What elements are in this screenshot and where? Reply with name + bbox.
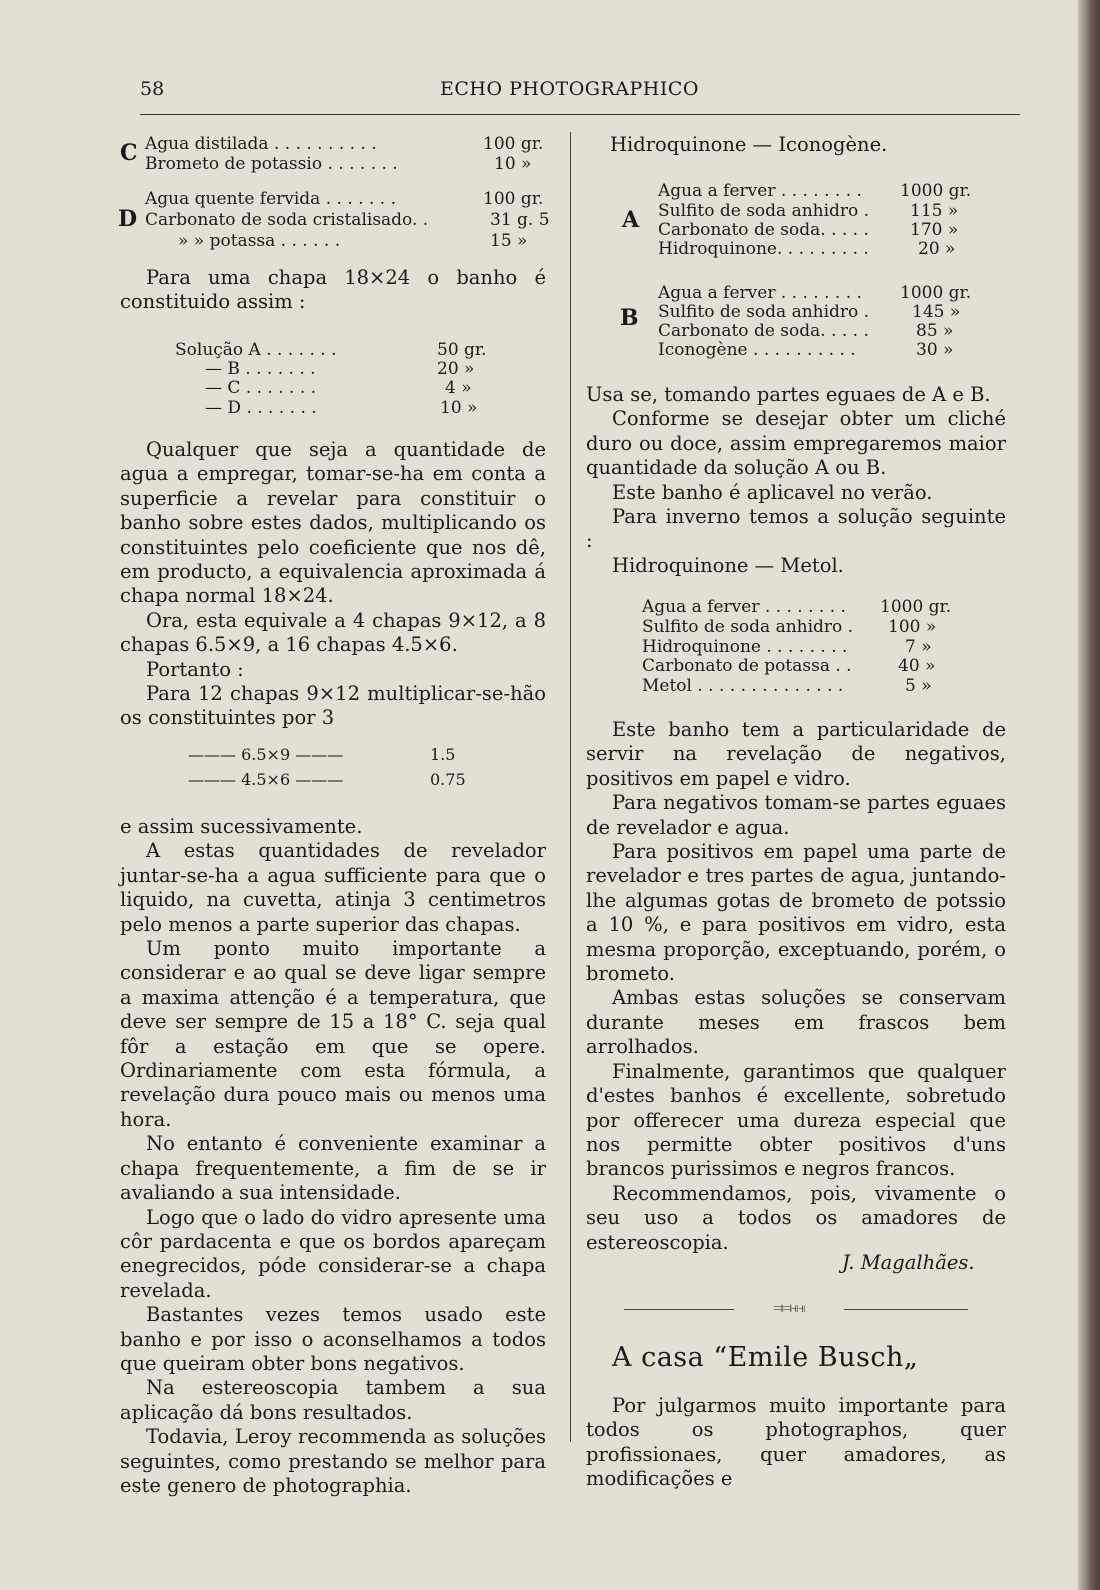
formula-letter: C bbox=[120, 140, 138, 166]
formula-qty: 15 » bbox=[490, 231, 528, 251]
formula-item: Carbonato de potassa . . bbox=[642, 656, 852, 676]
formula-item: Sulfito de soda anhidro . bbox=[642, 617, 854, 637]
formula-qty: 7 » bbox=[905, 637, 932, 657]
multiplier-factor: 0.75 bbox=[430, 770, 466, 789]
page-number: 58 bbox=[140, 78, 165, 100]
formula-qty: 100 gr. bbox=[483, 134, 544, 154]
formula-letter: D bbox=[118, 206, 138, 232]
section-heading: Hidroquinone — Iconogène. bbox=[610, 133, 888, 156]
solution-qty: 50 gr. bbox=[437, 340, 487, 360]
formula-qty: 100 gr. bbox=[483, 189, 544, 209]
formula-item: Sulfito de soda anhidro . bbox=[658, 201, 870, 221]
solution-label: — C . . . . . . . bbox=[205, 378, 317, 398]
formula-qty: 5 » bbox=[905, 676, 932, 696]
formula-qty: 1000 gr. bbox=[900, 181, 972, 201]
formula-qty: 31 g. 5 bbox=[490, 210, 550, 230]
paragraph: Recommendamos, pois, vivamente o seu uso a todos os amadores de estereoscopia. bbox=[586, 1181, 1006, 1254]
formula-item: Carbonato de soda cristalisado. . bbox=[145, 210, 429, 230]
formula-item: Brometo de potassio . . . . . . . bbox=[145, 154, 398, 174]
paragraph: Finalmente, garantimos que qualquer d'estes banhos é excellente, sobretudo por offerecer uma dureza especial que nos permitte obter positivos d'uns brancos purissimos e negros francos. bbox=[586, 1059, 1006, 1181]
paragraph: Ora, esta equivale a 4 chapas 9×12, a 8 chapas 6.5×9, a 16 chapas 4.5×6. bbox=[120, 608, 546, 657]
formula-item: Agua a ferver . . . . . . . . bbox=[642, 597, 846, 617]
formula-letter: B bbox=[620, 305, 639, 331]
paragraph: Para uma chapa 18×24 o banho é constituido assim : bbox=[120, 266, 546, 314]
formula-item: Agua quente fervida . . . . . . . bbox=[145, 189, 396, 209]
right-body-2 bbox=[586, 718, 1006, 1255]
formula-qty: 1000 gr. bbox=[900, 283, 972, 303]
formula-item: Sulfito de soda anhidro . bbox=[658, 302, 870, 322]
ornament-glyphs: ⫤⫤⫣⫣ bbox=[734, 1303, 844, 1315]
paragraph: Para positivos em papel uma parte de revelador e tres partes de agua, juntando-lhe algumas gotas de brometo de potssio a 10 %, e para positivos em vidro, esta mesma proporção, exceptuando, porém, o brometo. bbox=[586, 840, 1006, 986]
paragraph: Para negativos tomam-se partes eguaes de revelador e agua. bbox=[586, 791, 1006, 839]
formula-item: » » potassa . . . . . . bbox=[178, 231, 341, 251]
paragraph: Na estereoscopia tambem a sua aplicação dá bons resultados. bbox=[120, 1376, 546, 1424]
formula-item: Metol . . . . . . . . . . . . . . bbox=[642, 676, 844, 696]
formula-qty: 170 » bbox=[910, 220, 959, 240]
formula-item: Hidroquinone. . . . . . . . . bbox=[658, 239, 869, 259]
formula-item: Agua distilada . . . . . . . . . . bbox=[145, 134, 377, 154]
formula-row bbox=[145, 134, 377, 154]
paragraph: Um ponto muito importante a considerar e ao qual se deve ligar sempre a maxima attenção é a temperatura, que deve ser sempre de 15 a 18° C. seja qual fôr a estação em que se opere. Ordinariamente com esta fórmula, a revelação dura pouco mais ou menos uma hora. bbox=[120, 937, 546, 1131]
formula-qty: 1000 gr. bbox=[880, 597, 952, 617]
multiplier-factor: 1.5 bbox=[430, 745, 456, 764]
paragraph: Todavia, Leroy recommenda as soluções seguintes, como prestando se melhor para este genero de photographia. bbox=[120, 1425, 546, 1497]
formula-item: Carbonato de soda. . . . . bbox=[658, 321, 869, 341]
formula-letter: A bbox=[622, 207, 640, 233]
solution-label: — B . . . . . . . bbox=[205, 359, 316, 379]
paragraph: Conforme se desejar obter um cliché duro ou doce, assim empregaremos maior quantidade da solução A ou B. bbox=[586, 407, 1006, 480]
paragraph: Portanto : bbox=[146, 657, 244, 681]
solution-qty: 10 » bbox=[440, 398, 478, 418]
formula-qty: 30 » bbox=[916, 340, 954, 360]
solution-qty: 20 » bbox=[437, 359, 475, 379]
paragraph: e assim sucessivamente. bbox=[120, 815, 363, 838]
formula-item: Hidroquinone . . . . . . . . bbox=[642, 637, 848, 657]
right-body-1 bbox=[586, 383, 1006, 578]
paragraph: A estas quantidades de revelador juntar-se-ha a agua sufficiente para que o liquido, na cuvetta, atinja 3 centimetros pelo menos a parte superior das chapas. bbox=[120, 839, 546, 936]
paragraph: Por julgarmos muito importante para todos os photographos, quer profissionaes, quer amadores, as modificações e bbox=[586, 1394, 1006, 1491]
formula-item: Iconogène . . . . . . . . . . bbox=[658, 340, 856, 360]
paragraph: Ambas estas soluções se conservam durante meses em frascos bem arrolhados. bbox=[586, 986, 1006, 1059]
left-body-2 bbox=[120, 815, 546, 1498]
header-rule bbox=[140, 114, 1020, 115]
formula-item: Carbonato de soda. . . . . bbox=[658, 220, 869, 240]
formula-item: Agua a ferver . . . . . . . . bbox=[658, 181, 862, 201]
formula-item: Agua a ferver . . . . . . . . bbox=[658, 283, 862, 303]
solution-label: — D . . . . . . . bbox=[205, 398, 317, 418]
formula-qty: 145 » bbox=[912, 302, 961, 322]
article-body bbox=[586, 1394, 1006, 1492]
formula-qty: 115 » bbox=[910, 201, 959, 221]
page-edge-shadow bbox=[1078, 0, 1100, 1590]
article-title: A casa “Emile Busch„ bbox=[612, 1342, 919, 1373]
author-signature: J. Magalhães. bbox=[842, 1251, 975, 1274]
left-body-1 bbox=[120, 438, 546, 731]
multiplier-size: ——— 6.5×9 ——— bbox=[188, 745, 344, 764]
formula-qty: 20 » bbox=[918, 239, 956, 259]
paragraph: Bastantes vezes temos usado este banho e por isso o aconselhamos a todos que queiram obter bons negativos. bbox=[120, 1303, 546, 1375]
paragraph: No entanto é conveniente examinar a chapa frequentemente, a fim de se ir avaliando a sua intensidade. bbox=[120, 1132, 546, 1205]
left-intro bbox=[120, 266, 546, 315]
paragraph: Qualquer que seja a quantidade de agua a empregar, tomar-se-ha em conta a superficie a revelar para constituir o banho sobre estes dados, multiplicando os constituintes pelo coeficiente que nos dê, em producto, a equivalencia aproximada á chapa normal 18×24. bbox=[120, 438, 546, 608]
paragraph: Para 12 chapas 9×12 multiplicar-se-hão os constituintes por 3 bbox=[120, 682, 546, 730]
formula-qty: 85 » bbox=[916, 321, 954, 341]
paragraph: Para inverno temos a solução seguinte : bbox=[586, 505, 1006, 553]
paragraph: Usa se, tomando partes eguaes de A e B. bbox=[586, 383, 991, 406]
formula-qty: 40 » bbox=[898, 656, 936, 676]
multiplier-size: ——— 4.5×6 ——— bbox=[188, 770, 344, 789]
paragraph: Logo que o lado do vidro apresente uma côr pardacenta e que os bordos apareçam enegrecidos, póde considerar-se a chapa revelada. bbox=[120, 1205, 546, 1302]
solution-label: Solução A . . . . . . . bbox=[175, 340, 337, 360]
section-subheading: Hidroquinone — Metol. bbox=[612, 553, 844, 577]
paragraph: Este banho tem a particularidade de servir na revelação de negativos, positivos em papel e vidro. bbox=[586, 718, 1006, 790]
paragraph: Este banho é aplicavel no verão. bbox=[612, 480, 933, 504]
running-head: ECHO PHOTOGRAPHICO bbox=[440, 78, 699, 100]
formula-qty: 10 » bbox=[494, 154, 532, 174]
formula-qty: 100 » bbox=[888, 617, 937, 637]
section-ornament bbox=[624, 1303, 968, 1315]
column-divider bbox=[570, 132, 571, 1442]
solution-qty: 4 » bbox=[445, 378, 472, 398]
